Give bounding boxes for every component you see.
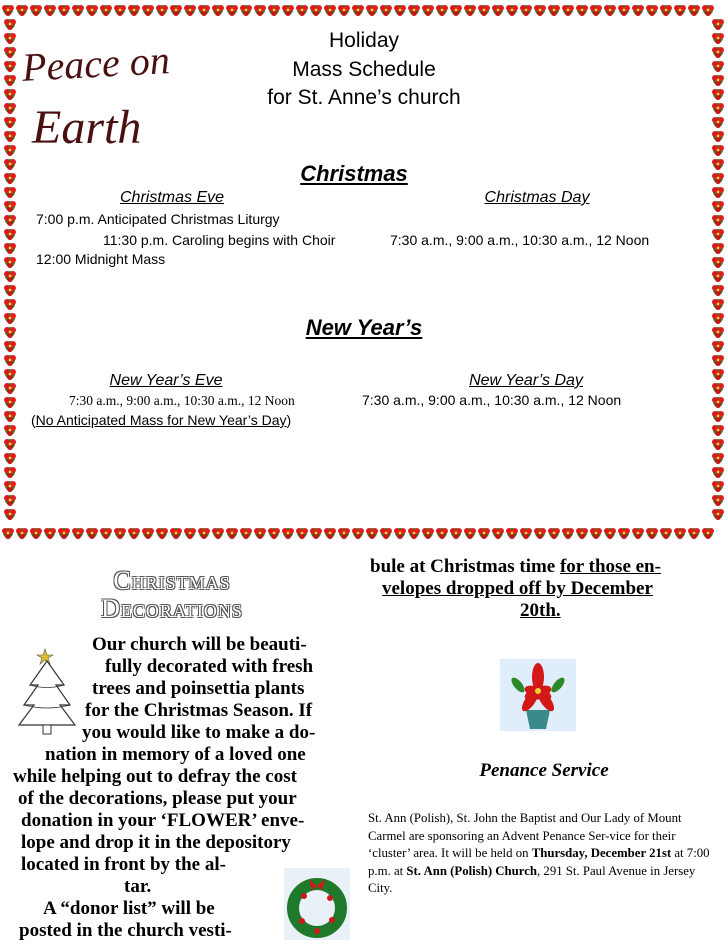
poinsettia-border-flower xyxy=(492,5,504,16)
decorations-title-line-2: Decorations xyxy=(101,594,243,623)
poinsettia-border-flower xyxy=(464,528,476,539)
header-line-2: Mass Schedule xyxy=(292,58,436,81)
poinsettia-border-flower xyxy=(30,5,42,16)
poinsettia-border-flower xyxy=(674,528,686,539)
poinsettia-border-flower xyxy=(4,355,16,366)
poinsettia-border-flower xyxy=(2,528,14,539)
penance-location: St. Ann (Polish) Church xyxy=(406,863,538,878)
poinsettia-border-flower xyxy=(380,5,392,16)
poinsettia-border-flower xyxy=(712,89,724,100)
poinsettia-border-flower xyxy=(688,528,700,539)
continued-underline-1: for those en- xyxy=(559,556,661,577)
poinsettia-border-flower xyxy=(576,5,588,16)
poinsettia-border-flower xyxy=(268,528,280,539)
new-year-note-text: No Anticipated Mass for New Year’s Day xyxy=(35,412,287,428)
poinsettia-border-flower xyxy=(352,5,364,16)
poinsettia-border-flower xyxy=(142,528,154,539)
christmas-eve-line-3: 12:00 Midnight Mass xyxy=(36,251,166,267)
decorations-line-10: lope and drop it in the depository xyxy=(21,832,291,853)
poinsettia-border-flower xyxy=(310,5,322,16)
poinsettia-border-flower xyxy=(226,528,238,539)
poinsettia-border-flower xyxy=(712,397,724,408)
decorations-line-12: tar. xyxy=(124,876,152,897)
logo-line-2: Earth xyxy=(32,101,142,154)
poinsettia-border-flower xyxy=(422,5,434,16)
poinsettia-border-flower xyxy=(712,285,724,296)
christmas-day-times: 7:30 a.m., 9:00 a.m., 10:30 a.m., 12 Noon xyxy=(390,232,650,248)
poinsettia-border-flower xyxy=(408,528,420,539)
poinsettia-border-flower xyxy=(4,439,16,450)
poinsettia-border-flower xyxy=(712,341,724,352)
poinsettia-border-flower xyxy=(394,5,406,16)
poinsettia-border-flower xyxy=(72,528,84,539)
poinsettia-border-flower xyxy=(674,5,686,16)
poinsettia-border-flower xyxy=(712,243,724,254)
poinsettia-border-flower xyxy=(712,61,724,72)
poinsettia-border-flower xyxy=(310,528,322,539)
poinsettia-border-flower xyxy=(604,5,616,16)
poinsettia-border-flower xyxy=(4,271,16,282)
poinsettia-border-flower xyxy=(712,383,724,394)
poinsettia-border-flower xyxy=(72,5,84,16)
poinsettia-border-flower xyxy=(4,369,16,380)
poinsettia-border-flower xyxy=(712,453,724,464)
poinsettia-border-flower xyxy=(268,5,280,16)
poinsettia-border-flower xyxy=(712,467,724,478)
poinsettia-border-flower xyxy=(282,528,294,539)
poinsettia-border-flower xyxy=(4,19,16,30)
poinsettia-border-flower xyxy=(254,5,266,16)
poinsettia-border-flower xyxy=(2,5,14,16)
poinsettia-border-flower xyxy=(4,145,16,156)
poinsettia-border-flower xyxy=(436,5,448,16)
christmas-eve-heading: Christmas Eve xyxy=(119,189,225,206)
poinsettia-border-flower xyxy=(618,5,630,16)
continued-text-1: bule at Christmas time xyxy=(370,556,560,577)
poinsettia-border-flower xyxy=(576,528,588,539)
poinsettia-border-flower xyxy=(30,528,42,539)
poinsettia-border-flower xyxy=(296,528,308,539)
decorations-line-5: you would like to make a do- xyxy=(82,722,316,743)
poinsettia-border-flower xyxy=(562,528,574,539)
poinsettia-border-flower xyxy=(548,528,560,539)
poinsettia-border-flower xyxy=(646,528,658,539)
poinsettia-border-flower xyxy=(366,5,378,16)
decorations-continued-line-3: 20th. xyxy=(520,600,561,621)
poinsettia-border-flower xyxy=(156,528,168,539)
wreath-icon xyxy=(282,866,352,942)
poinsettia-border-flower xyxy=(212,528,224,539)
poinsettia-border-flower xyxy=(712,327,724,338)
poinsettia-border-flower xyxy=(282,5,294,16)
christmas-day-heading: Christmas Day xyxy=(484,189,590,206)
poinsettia-border-flower xyxy=(170,5,182,16)
poinsettia-border-flower xyxy=(254,528,266,539)
decorations-line-1: Our church will be beauti- xyxy=(92,634,307,655)
new-year-day-times: 7:30 a.m., 9:00 a.m., 10:30 a.m., 12 Noon xyxy=(362,392,622,408)
poinsettia-border-flower xyxy=(712,187,724,198)
poinsettia-border-flower xyxy=(712,439,724,450)
christmas-heading: Christmas xyxy=(300,161,408,186)
new-year-day-heading: New Year’s Day xyxy=(469,372,583,389)
christmas-eve-line-2: 11:30 p.m. Caroling begins with Choir xyxy=(103,232,336,248)
poinsettia-border-flower xyxy=(506,528,518,539)
new-year-eve-times: 7:30 a.m., 9:00 a.m., 10:30 a.m., 12 Noon xyxy=(69,393,295,408)
poinsettia-border-flower xyxy=(4,33,16,44)
poinsettia-border-flower xyxy=(4,299,16,310)
poinsettia-border-flower xyxy=(712,271,724,282)
header-line-1: Holiday xyxy=(328,29,400,52)
poinsettia-border-flower xyxy=(4,229,16,240)
poinsettia-border-flower xyxy=(4,481,16,492)
poinsettia-border-flower xyxy=(712,145,724,156)
poinsettia-border-flower xyxy=(562,5,574,16)
poinsettia-border-flower xyxy=(156,5,168,16)
poinsettia-border-flower xyxy=(4,425,16,436)
poinsettia-border-flower xyxy=(464,5,476,16)
poinsettia-border-flower xyxy=(422,528,434,539)
poinsettia-border-flower xyxy=(4,201,16,212)
poinsettia-border-flower xyxy=(712,75,724,86)
poinsettia-border-flower xyxy=(478,528,490,539)
poinsettia-border-flower xyxy=(4,285,16,296)
poinsettia-border-flower xyxy=(240,5,252,16)
poinsettia-border-flower xyxy=(520,5,532,16)
poinsettia-border-flower xyxy=(4,173,16,184)
poinsettia-border-flower xyxy=(226,5,238,16)
poinsettia-border-flower xyxy=(4,75,16,86)
poinsettia-border-flower xyxy=(604,528,616,539)
poinsettia-border-flower xyxy=(4,117,16,128)
poinsettia-border-flower xyxy=(712,509,724,520)
decorations-continued-line-1 xyxy=(370,556,661,578)
penance-title: Penance Service xyxy=(479,760,609,781)
logo-line-1: Peace on xyxy=(20,37,171,90)
poinsettia-border-flower xyxy=(712,481,724,492)
poinsettia-border-flower xyxy=(4,243,16,254)
poinsettia-border-flower xyxy=(590,5,602,16)
poinsettia-border-flower xyxy=(100,528,112,539)
poinsettia-border-flower xyxy=(198,528,210,539)
poinsettia-border-flower xyxy=(408,5,420,16)
poinsettia-border-flower xyxy=(492,528,504,539)
poinsettia-border-flower xyxy=(632,528,644,539)
poinsettia-border-flower xyxy=(4,341,16,352)
poinsettia-border-flower xyxy=(712,299,724,310)
poinsettia-border-flower xyxy=(4,383,16,394)
poinsettia-border-flower xyxy=(688,5,700,16)
decorations-title-line-1: Christmas xyxy=(113,566,231,595)
decorations-line-14: posted in the church vesti- xyxy=(19,920,232,941)
poinsettia-border-flower xyxy=(712,495,724,506)
poinsettia-border-flower xyxy=(128,5,140,16)
poinsettia-border-flower xyxy=(16,528,28,539)
header-line-3: for St. Anne’s church xyxy=(267,86,461,109)
poinsettia-border-flower xyxy=(4,131,16,142)
poinsettia-border-flower xyxy=(712,47,724,58)
poinsettia-border-flower xyxy=(712,201,724,212)
poinsettia-border-flower xyxy=(170,528,182,539)
poinsettia-icon xyxy=(496,655,580,735)
poinsettia-border-flower xyxy=(450,528,462,539)
poinsettia-border-flower xyxy=(4,411,16,422)
decorations-line-7: while helping out to defray the cost xyxy=(13,766,297,787)
poinsettia-border-flower xyxy=(702,5,714,16)
new-year-note: (No Anticipated Mass for New Year’s Day) xyxy=(31,412,292,428)
new-year-heading: New Year’s xyxy=(305,315,423,340)
poinsettia-border-flower xyxy=(4,509,16,520)
poinsettia-border-flower xyxy=(114,528,126,539)
poinsettia-border-flower xyxy=(58,5,70,16)
poinsettia-border-flower xyxy=(4,47,16,58)
poinsettia-border-flower xyxy=(16,5,28,16)
poinsettia-border-flower xyxy=(4,103,16,114)
poinsettia-border-flower xyxy=(324,5,336,16)
penance-text-3: , 291 St. Paul Avenue in Jersey City. xyxy=(368,863,696,895)
decorations-line-6: nation in memory of a loved one xyxy=(45,744,306,765)
poinsettia-border-flower xyxy=(4,327,16,338)
poinsettia-border-flower xyxy=(712,369,724,380)
decorations-line-11: located in front by the al- xyxy=(21,854,226,875)
poinsettia-border-flower xyxy=(436,528,448,539)
poinsettia-border-flower xyxy=(712,103,724,114)
poinsettia-border-flower xyxy=(712,33,724,44)
poinsettia-border-flower xyxy=(590,528,602,539)
poinsettia-border-flower xyxy=(712,159,724,170)
poinsettia-border-flower xyxy=(394,528,406,539)
poinsettia-border-flower xyxy=(184,528,196,539)
penance-text-1: St. Ann (Polish), St. John the Baptist and Our Lady of Mount Carmel are sponsoring an Advent Penance Ser-vice for their ‘cluster’ area. It will be held on xyxy=(368,811,682,860)
christmas-tree-icon xyxy=(16,643,78,738)
poinsettia-border-flower xyxy=(712,313,724,324)
poinsettia-border-flower xyxy=(660,528,672,539)
poinsettia-border-flower xyxy=(712,257,724,268)
new-year-eve-heading: New Year’s Eve xyxy=(109,372,223,389)
decorations-line-13: A “donor list” will be xyxy=(43,898,215,919)
poinsettia-border-flower xyxy=(352,528,364,539)
decorations-line-9: donation in your ‘FLOWER’ enve- xyxy=(21,810,305,831)
poinsettia-border-flower xyxy=(212,5,224,16)
poinsettia-border-flower xyxy=(100,5,112,16)
poinsettia-border-flower xyxy=(712,215,724,226)
poinsettia-border-flower xyxy=(520,528,532,539)
poinsettia-border-flower xyxy=(712,411,724,422)
poinsettia-border-flower xyxy=(478,5,490,16)
poinsettia-border-flower xyxy=(712,19,724,30)
poinsettia-border-flower xyxy=(660,5,672,16)
poinsettia-border-flower xyxy=(712,173,724,184)
poinsettia-border-flower xyxy=(4,495,16,506)
poinsettia-border-flower xyxy=(44,5,56,16)
decorations-line-4: for the Christmas Season. If xyxy=(85,700,313,721)
poinsettia-border-flower xyxy=(4,397,16,408)
poinsettia-border-flower xyxy=(712,229,724,240)
poinsettia-border-flower xyxy=(240,528,252,539)
poinsettia-border-flower xyxy=(4,453,16,464)
poinsettia-border-flower xyxy=(142,5,154,16)
poinsettia-border-flower xyxy=(296,5,308,16)
poinsettia-border-flower xyxy=(114,5,126,16)
decorations-line-3: trees and poinsettia plants xyxy=(92,678,305,699)
poinsettia-border-flower xyxy=(450,5,462,16)
poinsettia-border-flower xyxy=(184,5,196,16)
poinsettia-border-flower xyxy=(646,5,658,16)
poinsettia-border-flower xyxy=(548,5,560,16)
poinsettia-border-flower xyxy=(712,425,724,436)
penance-text xyxy=(368,810,718,898)
decorations-line-2: fully decorated with fresh xyxy=(105,656,314,677)
poinsettia-border-flower xyxy=(44,528,56,539)
poinsettia-border-flower xyxy=(4,187,16,198)
poinsettia-border-flower xyxy=(534,5,546,16)
poinsettia-border-flower xyxy=(4,89,16,100)
poinsettia-border-flower xyxy=(534,528,546,539)
poinsettia-border-flower xyxy=(338,5,350,16)
poinsettia-border-flower xyxy=(4,467,16,478)
poinsettia-border-flower xyxy=(380,528,392,539)
poinsettia-border-flower xyxy=(4,215,16,226)
poinsettia-border-flower xyxy=(128,528,140,539)
decorations-continued-line-2: velopes dropped off by December xyxy=(382,578,653,599)
poinsettia-border-flower xyxy=(712,355,724,366)
decorations-line-8: of the decorations, please put your xyxy=(18,788,297,809)
poinsettia-border-flower xyxy=(338,528,350,539)
poinsettia-border-flower xyxy=(618,528,630,539)
poinsettia-border-flower xyxy=(712,117,724,128)
peace-on-earth-logo xyxy=(20,37,182,180)
penance-text-2: at 7:00 p.m. at xyxy=(368,846,710,878)
poinsettia-border-flower xyxy=(86,5,98,16)
penance-date: Thursday, December 21st xyxy=(531,846,672,860)
poinsettia-border-flower xyxy=(712,131,724,142)
poinsettia-border-flower xyxy=(4,61,16,72)
poinsettia-border-flower xyxy=(4,257,16,268)
poinsettia-border-flower xyxy=(632,5,644,16)
poinsettia-border-flower xyxy=(58,528,70,539)
poinsettia-border-flower xyxy=(4,159,16,170)
poinsettia-border-flower xyxy=(4,313,16,324)
poinsettia-border-flower xyxy=(366,528,378,539)
poinsettia-border-flower xyxy=(702,528,714,539)
poinsettia-border-flower xyxy=(86,528,98,539)
poinsettia-border-flower xyxy=(506,5,518,16)
poinsettia-border-flower xyxy=(324,528,336,539)
christmas-eve-line-1: 7:00 p.m. Anticipated Christmas Liturgy xyxy=(36,211,280,227)
poinsettia-border-flower xyxy=(198,5,210,16)
